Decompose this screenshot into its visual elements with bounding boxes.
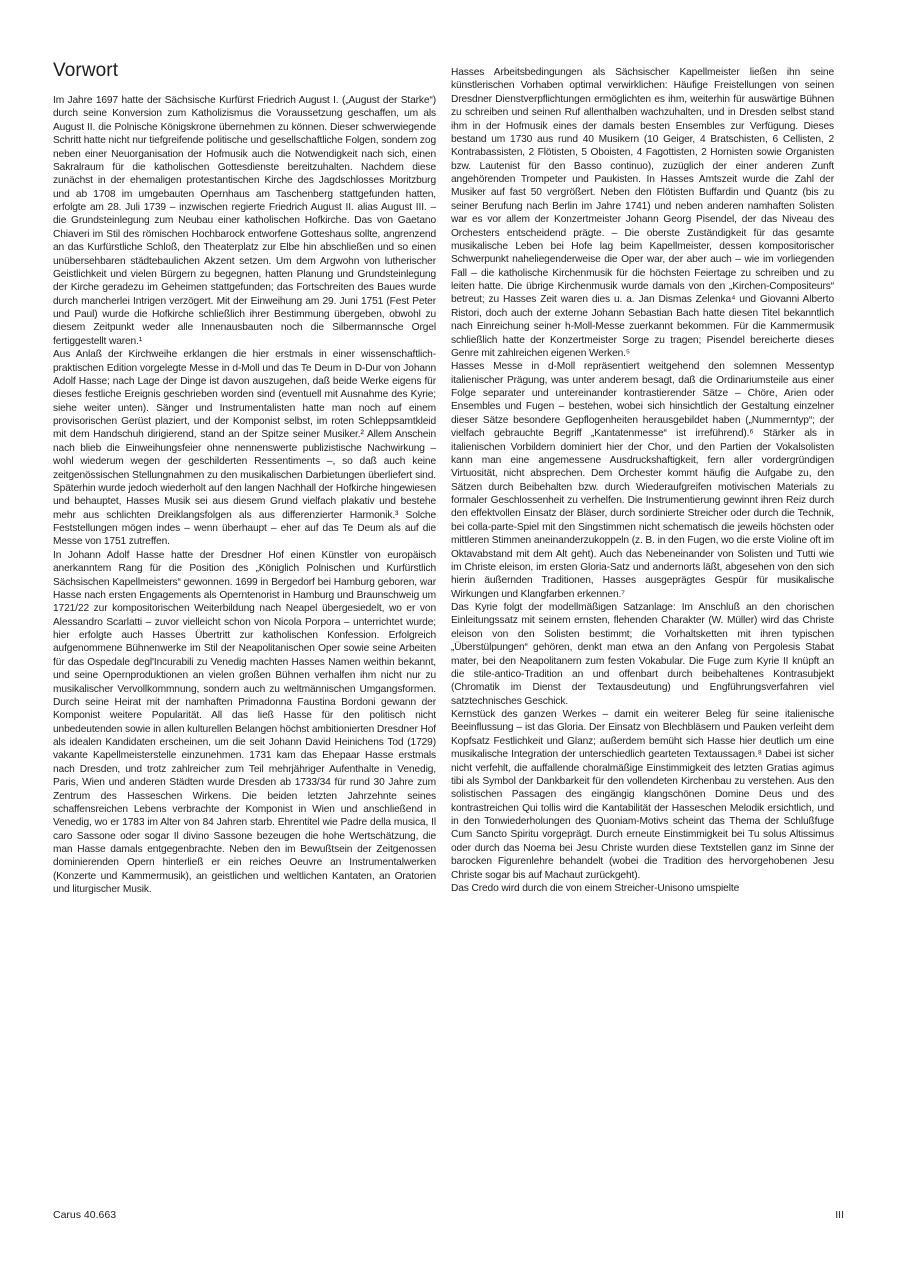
paragraph: Das Credo wird durch die von einem Streicher-Unisono umspielte bbox=[451, 882, 740, 894]
paragraph: Aus Anlaß der Kirchweihe erklangen die hier erstmals in einer wissenschaftlich-praktischen Edition vorgelegte Messe in d-Moll und das Te Deum in D-Dur von Johann Adolf Hasse; nach Lage der Dinge ist davon auszugehen, daß beide Werke eigens für dieses festliche Ereignis geschrieben worden sind (eventuell mit Ausnahme des Kyrie; siehe weiter unten). Sänger und Instrumentalisten hatte man noch auf einem provisorischen Gerüst plaziert, und der Komponist selbst, im roten Schleppsamtkleid mit dem Handschuh dirigierend, stand an der Spitze seiner Musiker.² Allem Anschein nach blieb die Einweihungsfeier ohne nennenswerte publizistische Nachwirkung – wohl wiederum wegen der geschilderten Ressentiments –, so daß auch keine zeitgenössischen Stellungnahmen zu den musikalischen Darbietungen überliefert sind. Späterhin wurde jedoch wiederholt auf den langen Nachhall der Hofkirche hingewiesen und behauptet, Hasses Musik sei aus diesem Grund vielfach plakativ und bestehe mehr aus schlichten Dreiklangsfolgen als aus differenzierter Harmonik.³ Solche Feststellungen mögen indes – wenn überhaupt – eher auf das Te Deum als auf die Messe von 1751 zutreffen. bbox=[53, 349, 436, 548]
left-column bbox=[53, 94, 436, 897]
paragraph: Das Kyrie folgt der modellmäßigen Satzanlage: Im Anschluß an den chorischen Einleitungssatz mit seinem ernsten, flehenden Charakter (W. Müller) wird das Christe eleison von den Solisten bestimmt; die Vorhaltsketten mit ihren typischen „Überstülpungen“ gehören, denkt man etwa an den Anfang von Pergolesis Stabat mater, bei den Neapolitanern zum festen Vokabular. Die Fuge zum Kyrie II knüpft an die stile-antico-Tradition an und offenbart durch beibehaltenes Kontrasubjekt (Chromatik im Dienst der Textausdeutung) und Engführungsverfahren viel satztechnisches Geschick. bbox=[451, 602, 834, 707]
paragraph: Hasses Messe in d-Moll repräsentiert weitgehend den solemnen Messentyp italienischer Prägung, was unter anderem besagt, daß die Ordinariumsteile aus einer Folge separater und untereinander kontrastierender Sätze – Chöre, Arien oder Ensembles und Fugen – bestehen, wobei sich hinsichtlich der Gestaltung einzelner dieser Sätze besondere Gepflogenheiten herausgebildet haben („Nummerntyp“; der vielfach gebrauchte Begriff „Kantatenmesse“ ist irreführend).⁶ Stärker als in italienischen Vorbildern dominiert hier der Chor, und den Partien der Vokalsolisten kann man eine angemessene Ausdruckshaftigkeit, fern aller vordergründigen Virtuosität, nicht absprechen. Dem Orchester kommt häufig die Aufgabe zu, den Sätzen durch Beibehalten bzw. durch Wiederaufgreifen motivischen Materials zu formaler Geschlossenheit zu verhelfen. Die Instrumentierung gewinnt ihren Reiz durch den effektvollen Einsatz der Bläser, durch sordinierte Streicher oder durch die Technik, bei colla-parte-Spiel mit den Singstimmen nicht schematisch die jeweils höchsten oder mittleren Stimmen aneinanderzukoppeln (z. B. in den Fugen, wo die erste Violine oft im Oktavabstand mit dem Alt geht). Auch das Nebeneinander von Solisten und Tutti wie im Christe eleison, im ersten Gloria-Satz und andernorts läßt, abgesehen von den sich hierin äußernden Traditionen, Hasses ausgeprägtes Gespür für musikalische Wirkungen und Klangfarben erkennen.⁷ bbox=[451, 361, 834, 600]
page-title: Vorwort bbox=[53, 60, 119, 81]
right-column bbox=[451, 66, 834, 895]
paragraph: Hasses Arbeitsbedingungen als Sächsischer Kapellmeister ließen ihn seine künstlerischen Vorhaben optimal verwirklichen: Häufige Freistellungen von seinen Dresdner Dienstverpflichtungen ermöglichten es ihm, weiterhin für auswärtige Bühnen zu schreiben und seinen Ruf allenthalben wachzuhalten, und in Dresden selbst stand ihm in der Hofmusik eines der damals besten Ensembles zur Verfügung. Dieses bestand um 1730 aus rund 40 Musikern (10 Geiger, 4 Bratschisten, 6 Cellisten, 2 Kontrabassisten, 2 Flötisten, 5 Oboisten, 4 Fagottisten, 2 Hornisten sowie Organisten bzw. Lautenist für den Basso continuo), zuzüglich der einer anderen Zunft angehörenden Trompeter und Paukisten. In Hasses Amtszeit wurde die Zahl der Musiker auf fast 50 vergrößert. Neben den Flötisten Buffardin und Quantz (bis zu seiner Berufung nach Berlin im Jahre 1741) und neben anderen namhaften Solisten war es vor allem der Konzertmeister Johann Georg Pisendel, der das Niveau des Orchesters entscheidend prägte. – Die oberste Zuständigkeit für das gesamte musikalische Leben bei Hofe lag beim Kapellmeister, dessen kompositorischer Schwerpunkt naheliegenderweise die Oper war, der aber auch – wie im vorliegenden Fall – die katholische Kirchenmusik für die höchsten Feiertage zu schreiben und zu leiten hatte. Die übrige Kirchenmusik wurde damals von den „Kirchen-Compositeurs“ betreut; zu Hasses Zeit waren dies u. a. Jan Dismas Zelenka⁴ und Giovanni Alberto Ristori, doch auch der externe Johann Sebastian Bach hatte diesen Titel bekanntlich nach Einreichung seiner h-Moll-Messe zuerkannt bekommen. Für die Kammermusik schließlich hatte der Konzertmeister Sorge zu tragen; Pisendel bereicherte dieses Genre mit zahlreichen eigenen Werken.⁵ bbox=[451, 67, 834, 359]
page-number: III bbox=[835, 1209, 844, 1221]
paragraph: Kernstück des ganzen Werkes – damit ein weiterer Beleg für seine italienische Beeinflussung – ist das Gloria. Der Einsatz von Blechbläsern und Pauken verleiht dem Kopfsatz Festlichkeit und Glanz; außerdem bemüht sich Hasse hier deutlich um eine musikalische Integration der unterschiedlich gearteten Textaussagen.⁸ Dabei ist sicher nicht verfehlt, die auffallende choralmäßige Einstimmigkeit des letzten Gratias agimus tibi als Symbol der Dankbarkeit für den vollendeten Kirchenbau zu verstehen. Aus den solistischen Passagen des eingängig klangschönen Domine Deus und des kontrastreichen Qui tollis wird die Kantabilität der Hasseschen Melodik ersichtlich, und in den Tonwiederholungen des Quoniam-Motivs scheint das Thema der Schlußfuge Cum Sancto Spiritu vorgeprägt. Durch erneute Einstimmigkeit bei Tu solus Altissimus oder durch das Noema bei Jesu Christe wurden diese Textstellen ganz im Sinne der barocken Figurenlehre behandelt (wobei die Tradition des hervorgehobenen Jesu Christe sogar bis auf Machaut zurückgeht). bbox=[451, 709, 834, 881]
footer-catalog-number: Carus 40.663 bbox=[53, 1209, 117, 1221]
paragraph: In Johann Adolf Hasse hatte der Dresdner Hof einen Künstler von europäisch anerkanntem Rang für die Position des „Königlich Polnischen und Kurfürstlich Sächsischen Kapellmeisters“ gewonnen. 1699 in Bergedorf bei Hamburg geboren, war Hasse nach ersten Engagements als Operntenorist in Hamburg und Braunschweig um 1721/22 zur kompositorischen Weiterbildung nach Neapel übergesiedelt, wo er von Alessandro Scarlatti – zuvor vielleicht schon von Nicola Porpora – unterrichtet wurde; hier erfolgte auch Hasses Übertritt zur katholischen Konfession. Erfolgreich aufgenommene Bühnenwerke im Stil der Neapolitanischen Oper sowie seine Arbeiten für das Ospedale degl'Incurabili zu Venedig machten Hasses Namen weithin bekannt, und seine Opernproduktionen an vielen großen Bühnen verhalfen ihm nicht nur zu musikalischer Vervollkommnung, sondern auch zu weltmännischen Umgangsformen. Durch seine Heirat mit der namhaften Primadonna Faustina Bordoni gewann der Komponist weitere Popularität. All das ließ Hasse für den politisch nicht unbedeutenden sowie in allen kulturellen Belangen höchst ambitionierten Dresdner Hof als idealen Kandidaten erscheinen, um die seit Johann David Heinichens Tod (1729) vakante Kapellmeisterstelle einzunehmen. 1731 kam das Ehepaar Hasse erstmals nach Dresden, und trotz zahlreicher zum Teil mehrjähriger Aufenthalte in Venedig, Paris, Wien und anderen Städten wurde Dresden ab 1733/34 für rund 30 Jahre zum Zentrum des Hasseschen Wirkens. Die beiden letzten Jahrzehnte seines schaffensreichen Lebens verbrachte der Komponist in Wien und anschließend in Venedig, wo er 1783 im Alter von 84 Jahren starb. Ehrentitel wie Padre della musica, Il caro Sassone oder sogar Il divino Sassone bezeugen die hohe Wertschätzung, die man Hasse damals entgegenbrachte. Neben den im Bewußtsein der Zeitgenossen dominierenden Opern hinterließ er ein reiches Oeuvre an Instrumentalwerken (Konzerte und Kammermusik), an geistlichen und weltlichen Kantaten, an Oratorien und liturgischer Musik. bbox=[53, 549, 436, 896]
paragraph: Im Jahre 1697 hatte der Sächsische Kurfürst Friedrich August I. („August der Starke“) durch seine Konversion zum Katholizismus die Voraussetzung geschaffen, um als August II. die Polnische Königskrone übernehmen zu können. Dieser schwerwiegende Schritt hatte nicht nur tiefgreifende politische und gesellschaftliche Folgen, sondern zog neben einer Neuorganisation der Hofmusik auch die Notwendigkeit nach sich, einen Sakralraum für die katholischen Gottesdienste bereitzuhalten. Nachdem diese zunächst in der ehemaligen protestantischen Kirche des Jagdschlosses Moritzburg und ab 1708 im umgebauten Opernhaus am Taschenberg stattgefunden hatten, erfolgte am 28. Juli 1739 – inzwischen regierte Friedrich August II. alias August III. – die Grundsteinlegung zum Neubau einer katholischen Hofkirche. Das von Gaetano Chiaveri im Stil des römischen Hochbarock entworfene Gotteshaus sollte, angrenzend an das Kurfürstliche Schloß, den Theaterplatz zur Elbe hin abschließen und so einen unübersehbaren städtebaulichen Akzent setzen. Um dem Argwohn von lutherischer Geistlichkeit und vielen Bürgern zu begegnen, hatten Planung und Grundsteinlegung der Kirche geradezu im Geheimen stattgefunden; das Fortschreiten des Baues wurde durch mancherlei Intrigen verzögert. Mit der Einweihung am 29. Juni 1751 (Fest Peter und Paul) wurde die Hofkirche schließlich ihrer Bestimmung übergeben, obwohl zu diesem Zeitpunkt weder alle Innenausbauten noch die Silbermannsche Orgel fertiggestellt waren.¹ bbox=[53, 95, 436, 347]
